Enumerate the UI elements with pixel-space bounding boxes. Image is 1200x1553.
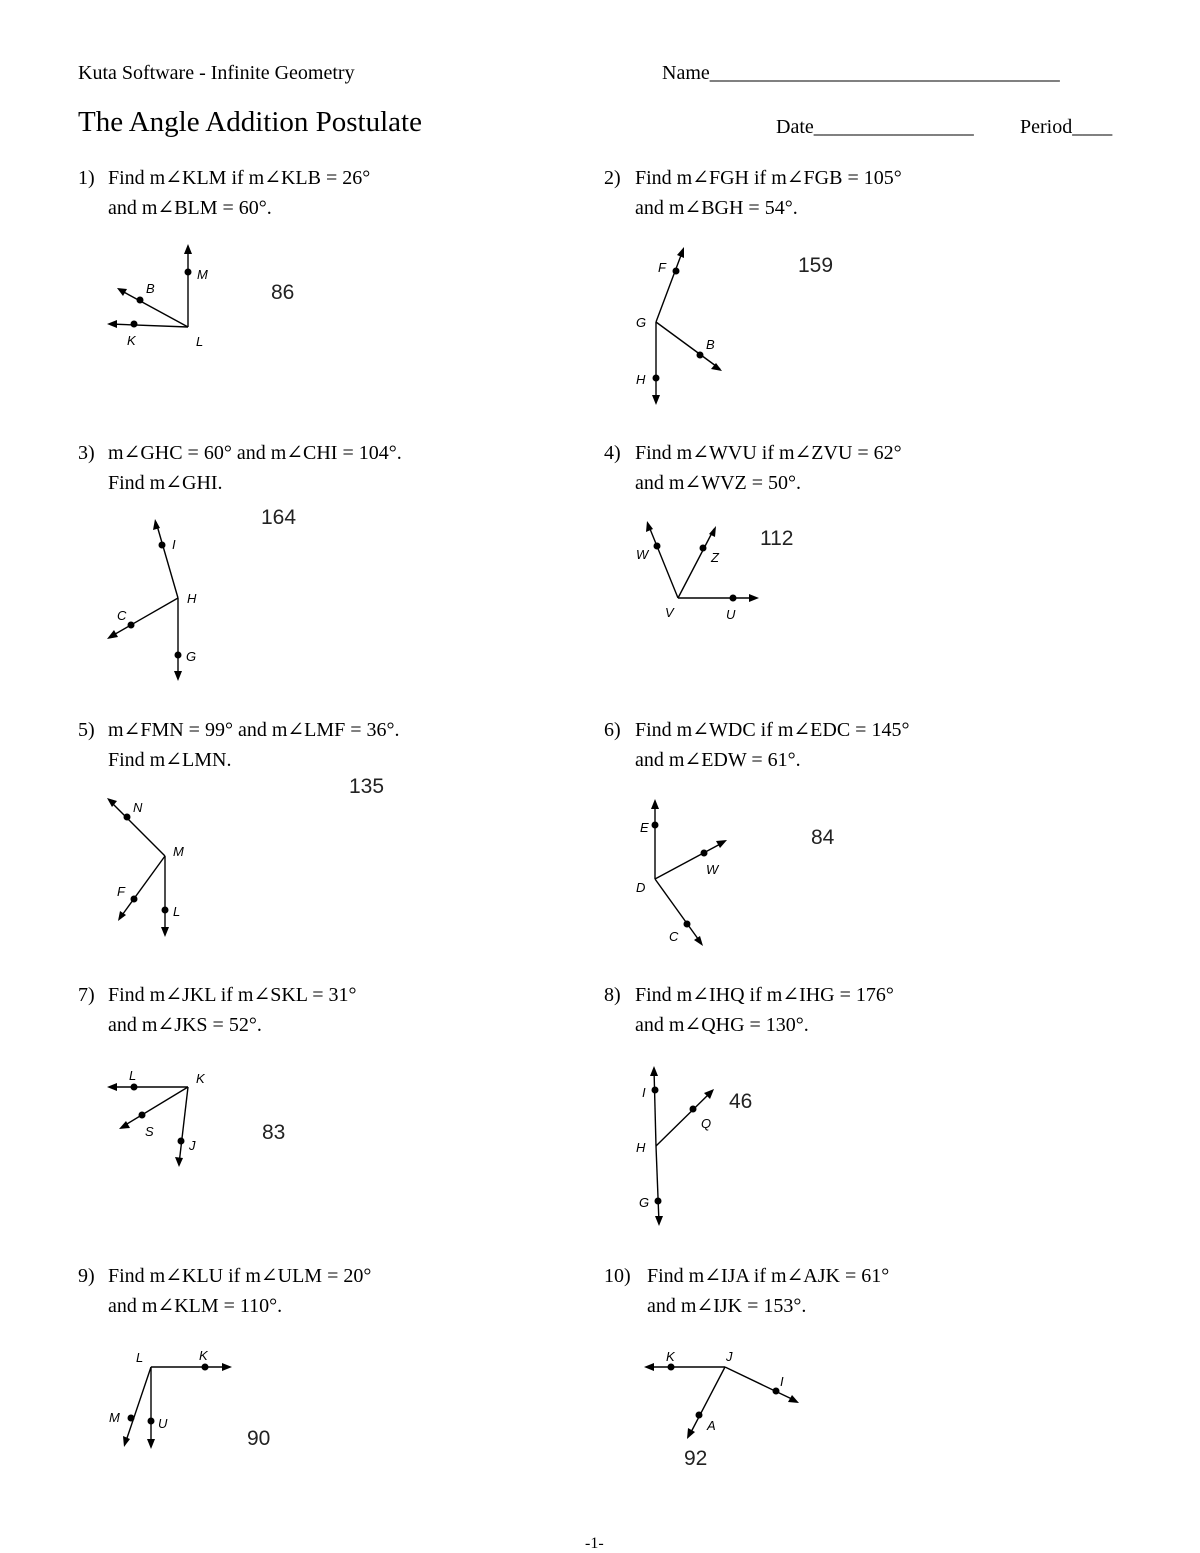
- point-label: D: [636, 880, 646, 895]
- point-label: H: [636, 1140, 646, 1155]
- page-number: -1-: [585, 1535, 604, 1552]
- worksheet-title: The Angle Addition Postulate: [78, 106, 422, 138]
- point-label: S: [145, 1124, 154, 1139]
- point-label: K: [199, 1348, 208, 1363]
- point-label: I: [172, 537, 176, 552]
- point-label: F: [117, 884, 125, 899]
- point-label: K: [127, 333, 136, 348]
- problem-number: 3): [78, 442, 95, 464]
- problem-line2: and m∠IJK = 153°.: [647, 1295, 807, 1317]
- problem-line1: Find m∠KLU if m∠ULM = 20°: [108, 1265, 372, 1287]
- problem-line1: Find m∠WVU if m∠ZVU = 62°: [635, 442, 902, 464]
- point-label: A: [707, 1418, 716, 1433]
- problem-number: 8): [604, 984, 621, 1006]
- answer-9: 90: [247, 1427, 271, 1450]
- point-label: C: [117, 608, 127, 623]
- point-label: L: [136, 1350, 144, 1365]
- point-label: Z: [711, 550, 719, 565]
- point-label: K: [666, 1349, 675, 1364]
- answer-3: 164: [261, 506, 297, 529]
- problem-line2: Find m∠LMN.: [108, 749, 232, 771]
- point-label: G: [186, 649, 197, 664]
- answer-2: 159: [798, 254, 834, 277]
- problem-line1: m∠FMN = 99° and m∠LMF = 36°.: [108, 719, 400, 741]
- problem-number: 2): [604, 167, 621, 189]
- point-label: M: [109, 1410, 120, 1425]
- period-field[interactable]: Period____: [1020, 116, 1113, 138]
- point-label: B: [146, 281, 155, 296]
- point-label: L: [196, 334, 204, 349]
- answer-10: 92: [684, 1447, 708, 1470]
- point-label: W: [706, 862, 719, 877]
- point-label: E: [640, 820, 649, 835]
- problem-number: 4): [604, 442, 621, 464]
- problem-line2: and m∠KLM = 110°.: [108, 1295, 283, 1317]
- point-label: W: [636, 547, 649, 562]
- point-label: J: [726, 1349, 733, 1364]
- problem-number: 9): [78, 1265, 95, 1287]
- problem-number: 6): [604, 719, 621, 741]
- problem-line2: and m∠EDW = 61°.: [635, 749, 801, 771]
- problem-line2: and m∠BLM = 60°.: [108, 197, 272, 219]
- point-label: F: [658, 260, 666, 275]
- problem-line1: Find m∠FGH if m∠FGB = 105°: [635, 167, 902, 189]
- problem-number: 1): [78, 167, 95, 189]
- name-field[interactable]: Name___________________________________: [662, 62, 1060, 84]
- problem-line1: Find m∠IJA if m∠AJK = 61°: [647, 1265, 890, 1287]
- point-label: G: [636, 315, 647, 330]
- answer-8: 46: [729, 1090, 753, 1113]
- point-label: J: [189, 1138, 196, 1153]
- point-label: U: [158, 1416, 168, 1431]
- point-label: L: [129, 1068, 137, 1083]
- point-label: M: [173, 844, 184, 859]
- answer-7: 83: [262, 1121, 286, 1144]
- point-label: C: [669, 929, 679, 944]
- point-label: L: [173, 904, 181, 919]
- point-label: G: [639, 1195, 650, 1210]
- point-label: H: [636, 372, 646, 387]
- problem-line2: and m∠QHG = 130°.: [635, 1014, 809, 1036]
- point-label: B: [706, 337, 715, 352]
- answer-5: 135: [349, 775, 385, 798]
- point-label: H: [187, 591, 197, 606]
- problem-line1: Find m∠IHQ if m∠IHG = 176°: [635, 984, 894, 1006]
- problem-number: 10): [604, 1265, 631, 1287]
- problem-line1: Find m∠JKL if m∠SKL = 31°: [108, 984, 357, 1006]
- answer-4: 112: [760, 527, 794, 550]
- problem-line1: m∠GHC = 60° and m∠CHI = 104°.: [108, 442, 402, 464]
- problem-line2: Find m∠GHI.: [108, 472, 223, 494]
- point-label: V: [665, 605, 674, 620]
- point-label: I: [642, 1085, 646, 1100]
- answer-6: 84: [811, 826, 835, 849]
- date-field[interactable]: Date________________: [776, 116, 974, 138]
- problem-line2: and m∠BGH = 54°.: [635, 197, 798, 219]
- problem-line2: and m∠WVZ = 50°.: [635, 472, 802, 494]
- publisher-label: Kuta Software - Infinite Geometry: [78, 62, 355, 84]
- point-label: U: [726, 607, 736, 622]
- problem-line2: and m∠JKS = 52°.: [108, 1014, 262, 1036]
- answer-1: 86: [271, 281, 295, 304]
- problem-number: 5): [78, 719, 95, 741]
- problem-line1: Find m∠KLM if m∠KLB = 26°: [108, 167, 371, 189]
- point-label: M: [197, 267, 208, 282]
- point-label: Q: [701, 1116, 712, 1131]
- problem-number: 7): [78, 984, 95, 1006]
- point-label: N: [133, 800, 143, 815]
- point-label: I: [780, 1374, 784, 1389]
- point-label: K: [196, 1071, 205, 1086]
- problem-line1: Find m∠WDC if m∠EDC = 145°: [635, 719, 910, 741]
